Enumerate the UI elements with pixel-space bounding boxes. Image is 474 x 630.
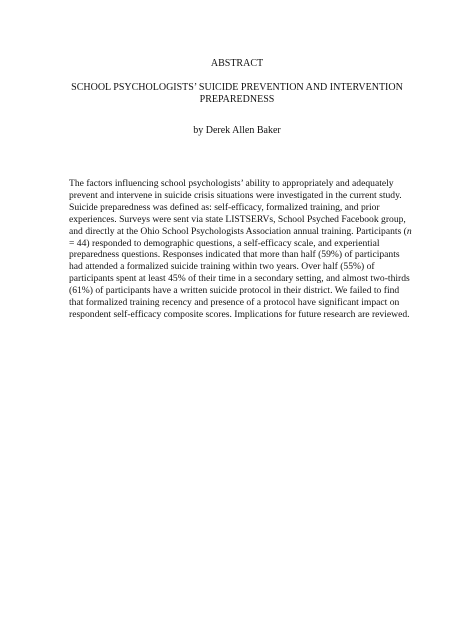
abstract-body [69, 178, 412, 321]
abstract-line: (61%) of participants have a written suicide protocol in their district. We failed to find [69, 285, 400, 297]
abstract-line-with-italic [69, 225, 412, 238]
abstract-line: participants spent at least 45% of their time in a secondary setting, and almost two-thirds [69, 273, 410, 285]
author-byline: by Derek Allen Baker [193, 125, 281, 136]
abstract-line: The factors influencing school psychologists’ ability to appropriately and adequately [69, 178, 394, 189]
abstract-line: that formalized training recency and presence of a protocol have significant impact on [69, 297, 400, 309]
abstract-line: Suicide preparedness was defined as: self-efficacy, formalized training, and prior [69, 201, 380, 213]
abstract-line: had attended a formalized suicide training within two years. Over half (55%) of [69, 261, 375, 273]
abstract-line: experiences. Surveys were sent via state LISTSERVs, School Psyched Facebook group, [69, 213, 406, 225]
abstract-line: preparedness questions. Responses indicated that more than half (59%) of participants [69, 249, 400, 261]
abstract-line-part: and directly at the Ohio School Psychologists Association annual training. Participants ( [69, 225, 407, 237]
italic-n: n [406, 225, 412, 237]
abstract-line: prevent and intervene in suicide crisis situations were investigated in the current study. [69, 189, 402, 201]
abstract-line: = 44) responded to demographic questions, a self-efficacy scale, and experiential [69, 237, 380, 249]
abstract-line: respondent self-efficacy composite scores. Implications for future research are reviewed. [69, 308, 410, 320]
document-title: SCHOOL PSYCHOLOGISTS’ SUICIDE PREVENTION AND INTERVENTION PREPAREDNESS [71, 82, 403, 105]
section-heading: ABSTRACT [210, 58, 264, 69]
